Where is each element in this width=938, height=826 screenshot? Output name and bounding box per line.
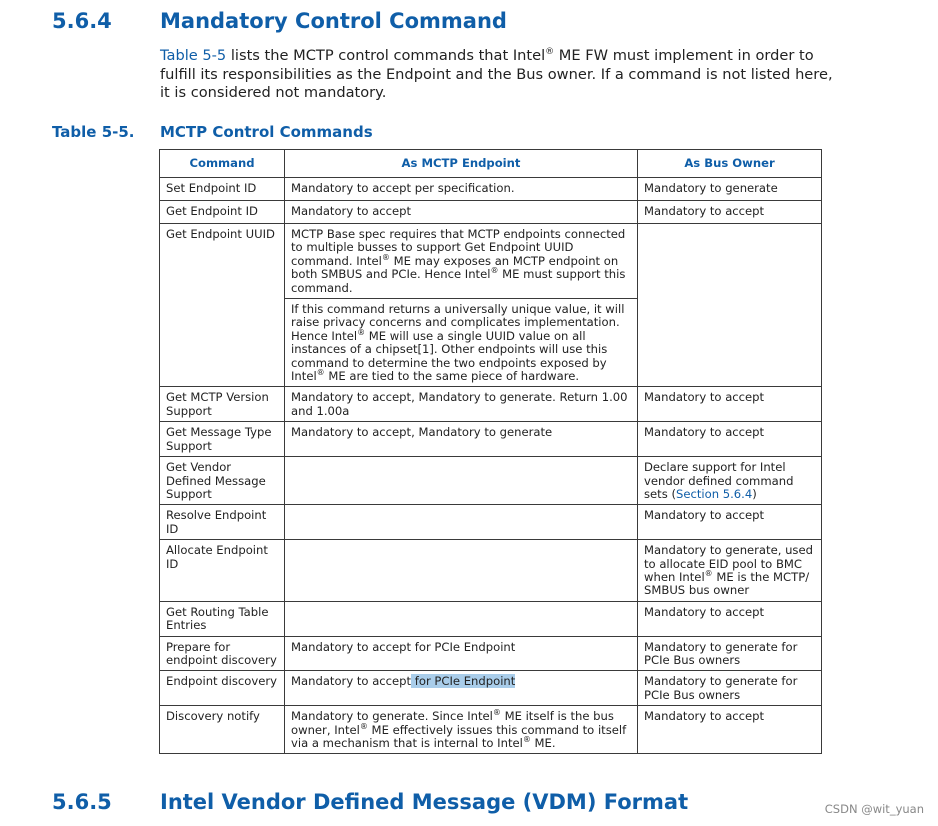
cell-text: ME will use a single UUID value on all instances of a chipset[1]. Other endpoints will use this command to determine the two endpoints exposed by Intel: [291, 328, 608, 384]
command-cell: Get Endpoint UUID: [160, 224, 285, 387]
cell-text: Mandatory to generate. Since Intel: [291, 709, 493, 724]
next-section-title: Intel Vendor Defined Message (VDM) Format: [160, 790, 689, 814]
cell-text: ): [752, 486, 757, 501]
registered-mark: ®: [704, 569, 713, 579]
registered-mark: ®: [381, 252, 390, 262]
owner-cell: Mandatory to accept: [638, 505, 822, 540]
endpoint-cell: [285, 224, 638, 299]
table-reference-link[interactable]: Table 5-5: [160, 47, 227, 64]
endpoint-cell: Mandatory to accept per specification.: [285, 178, 638, 201]
owner-cell: Mandatory to accept: [638, 601, 822, 636]
endpoint-cell: Mandatory to accept for PCIe Endpoint: [285, 636, 638, 671]
cell-text: Mandatory to accept: [291, 674, 412, 689]
section-number: 5.6.4: [52, 9, 112, 33]
endpoint-cell: Mandatory to accept, Mandatory to generate. Return 1.00 and 1.00a: [285, 387, 638, 422]
owner-cell: Mandatory to accept: [638, 387, 822, 422]
owner-cell: Mandatory to accept: [638, 201, 822, 224]
table-row: [160, 671, 822, 706]
cell-text: Declare support for Intel vendor defined command sets (: [644, 460, 794, 501]
section-title: Mandatory Control Command: [160, 9, 507, 33]
endpoint-cell: [285, 706, 638, 754]
table-caption-title: MCTP Control Commands: [160, 123, 373, 141]
table-row: [160, 505, 822, 540]
table-row: [160, 224, 822, 299]
table-row: [160, 540, 822, 602]
endpoint-cell: [285, 601, 638, 636]
cell-text: Mandatory to generate, used to allocate EID pool to BMC when Intel: [644, 543, 813, 584]
command-cell: Get Endpoint ID: [160, 201, 285, 224]
endpoint-cell: [285, 505, 638, 540]
command-cell: Get Routing Table Entries: [160, 601, 285, 636]
cell-text: ME may exposes an MCTP endpoint on both SMBUS and PCIe. Hence Intel: [291, 253, 619, 282]
registered-mark: ®: [492, 708, 501, 718]
registered-mark: ®: [316, 368, 325, 378]
cell-text: MCTP Base spec requires that MCTP endpoints connected to multiple busses to support Get Endpoint UUID command. Intel: [291, 227, 626, 268]
cell-text: ME are tied to the same piece of hardware.: [324, 369, 580, 384]
command-cell: Get Message Type Support: [160, 422, 285, 457]
registered-mark: ®: [357, 327, 366, 337]
owner-cell: Mandatory to generate for PCIe Bus owners: [638, 671, 822, 706]
cell-text: ME must support this command.: [291, 267, 626, 295]
owner-cell: Mandatory to accept: [638, 706, 822, 754]
cell-text: ME effectively issues this command to itself via a mechanism that is internal to Intel: [291, 722, 627, 750]
table-row: [160, 422, 822, 457]
intro-text: ME FW must implement in order to fulfill its responsibilities as the Endpoint and the Bus owner. If a command is not listed here, it is considered not mandatory.: [160, 47, 833, 101]
endpoint-cell: [285, 540, 638, 602]
cell-text: ME is the MCTP/ SMBUS bus owner: [644, 569, 810, 598]
table-caption-number: Table 5-5.: [52, 123, 135, 141]
owner-cell: [638, 457, 822, 505]
next-section-number: 5.6.5: [52, 790, 112, 814]
table-row: [160, 601, 822, 636]
endpoint-cell: [285, 299, 638, 387]
registered-mark: ®: [359, 721, 368, 731]
command-cell: Allocate Endpoint ID: [160, 540, 285, 602]
watermark: CSDN @wit_yuan: [824, 802, 924, 816]
endpoint-cell: [285, 457, 638, 505]
registered-mark: ®: [522, 735, 531, 745]
selected-text-highlight[interactable]: for PCIe Endpoint: [411, 674, 516, 689]
cell-text: If this command returns a universally unique value, it will raise privacy concerns and complicates implementation. Hence Intel: [291, 302, 625, 343]
table-row: [160, 457, 822, 505]
table-header-row: [160, 150, 822, 178]
registered-mark: ®: [490, 266, 499, 276]
column-header-command: Command: [160, 150, 285, 178]
command-cell: Discovery notify: [160, 706, 285, 754]
endpoint-cell: Mandatory to accept, Mandatory to generate: [285, 422, 638, 457]
command-cell: Endpoint discovery: [160, 671, 285, 706]
endpoint-cell: Mandatory to accept: [285, 201, 638, 224]
column-header-endpoint: As MCTP Endpoint: [285, 150, 638, 178]
owner-cell: [638, 224, 822, 387]
command-cell: Get MCTP Version Support: [160, 387, 285, 422]
owner-cell: Mandatory to accept: [638, 422, 822, 457]
command-cell: Get Vendor Defined Message Support: [160, 457, 285, 505]
cell-text: ME.: [530, 736, 556, 750]
table-row: [160, 201, 822, 224]
cell-text: ME itself is the bus owner, Intel: [291, 709, 614, 737]
section-reference-link[interactable]: Section 5.6.4: [675, 486, 753, 501]
intro-paragraph: [160, 47, 840, 103]
command-cell: Set Endpoint ID: [160, 178, 285, 201]
owner-cell: [638, 540, 822, 602]
command-cell: Prepare for endpoint discovery: [160, 636, 285, 671]
intro-text: lists the MCTP control commands that Intel: [226, 47, 546, 64]
column-header-bus-owner: As Bus Owner: [638, 150, 822, 178]
table-row: [160, 706, 822, 754]
registered-mark: ®: [545, 47, 555, 58]
table-row: [160, 178, 822, 201]
table-row: [160, 636, 822, 671]
owner-cell: Mandatory to generate for PCIe Bus owners: [638, 636, 822, 671]
table-row: [160, 387, 822, 422]
command-cell: Resolve Endpoint ID: [160, 505, 285, 540]
mctp-control-commands-table: [159, 149, 822, 754]
owner-cell: Mandatory to generate: [638, 178, 822, 201]
endpoint-cell: [285, 671, 638, 706]
